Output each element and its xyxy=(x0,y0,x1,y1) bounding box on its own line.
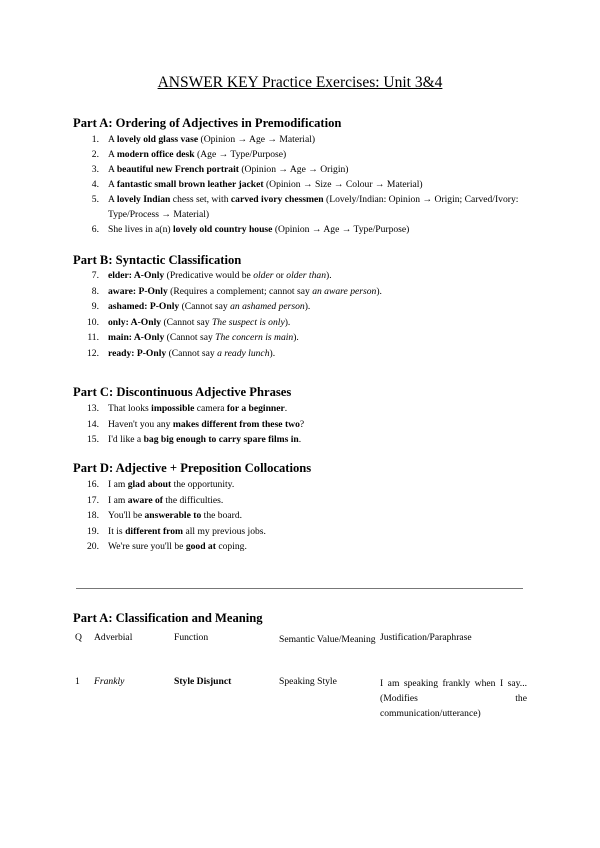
part-a-list xyxy=(73,132,553,237)
list-item: 14. Haven't you any makes different from these two? xyxy=(87,418,305,430)
page-title: ANSWER KEY Practice Exercises: Unit 3&4 xyxy=(157,74,443,91)
cell-adverbial: Frankly xyxy=(94,676,125,687)
cell-function: Style Disjunct xyxy=(174,676,232,687)
header-q: Q xyxy=(75,632,82,643)
list-item: 16. I am glad about the opportunity. xyxy=(87,479,235,490)
list-item: 13. That looks impossible camera for a beginner. xyxy=(87,403,288,414)
list-item: 5. A lovely Indian chess set, with carved ivory chessmen (Lovely/Indian: Opinion → Origin; Carved/Ivory: Type/Process → Material) xyxy=(91,194,519,220)
list-item: 3. A beautiful new French portrait (Opinion → Age → Origin) xyxy=(91,164,349,175)
list-item: 2. A modern office desk (Age → Type/Purpose) xyxy=(91,149,287,160)
list-item: 9. ashamed: P-Only (Cannot say an ashamed person). xyxy=(91,301,311,312)
classification-table xyxy=(75,632,527,721)
part-b-list xyxy=(73,268,553,361)
list-item: 4. A fantastic small brown leather jacket (Opinion → Size → Colour → Material) xyxy=(91,179,423,190)
list-item: 12. ready: P-Only (Cannot say a ready lunch). xyxy=(87,347,276,359)
list-item: 18. You'll be answerable to the board. xyxy=(87,510,243,521)
part-c-list xyxy=(73,401,553,448)
header-justification: Justification/Paraphrase xyxy=(380,632,472,643)
list-item: 1. A lovely old glass vase (Opinion → Age → Material) xyxy=(91,134,316,145)
cell-semantic: Speaking Style xyxy=(279,676,337,687)
part-a2-heading: Part A: Classification and Meaning xyxy=(73,611,263,625)
header-function: Function xyxy=(174,632,209,643)
section-divider xyxy=(76,588,523,589)
list-item: 20. We're sure you'll be good at coping. xyxy=(87,541,247,552)
list-item: 8. aware: P-Only (Requires a complement; cannot say an aware person). xyxy=(91,285,382,297)
part-d-heading: Part D: Adjective + Preposition Collocations xyxy=(73,461,312,475)
list-item: 11. main: A-Only (Cannot say The concern is main). xyxy=(87,332,299,343)
list-item: 7. elder: A-Only (Predicative would be older or older than). xyxy=(91,270,332,281)
table-row xyxy=(75,676,527,721)
part-b-heading: Part B: Syntactic Classification xyxy=(73,253,242,267)
table-header-row xyxy=(75,632,527,676)
part-d-list xyxy=(73,477,553,555)
header-semantic: Semantic Value/Meaning xyxy=(279,634,376,645)
cell-justification: I am speaking frankly when I say... (Modifies the communication/utterance) xyxy=(380,678,527,719)
part-c-heading: Part C: Discontinuous Adjective Phrases xyxy=(73,385,292,399)
list-item: 10. only: A-Only (Cannot say The suspect is only). xyxy=(87,316,291,328)
list-item: 6. She lives in a(n) lovely old country house (Opinion → Age → Type/Purpose) xyxy=(91,224,410,235)
cell-q: 1 xyxy=(75,676,80,687)
list-item: 19. It is different from all my previous jobs. xyxy=(87,525,266,537)
list-item: 15. I'd like a bag big enough to carry spare films in. xyxy=(87,434,302,445)
part-a-heading: Part A: Ordering of Adjectives in Premodification xyxy=(73,116,342,130)
header-adverbial: Adverbial xyxy=(94,632,133,643)
list-item: 17. I am aware of the difficulties. xyxy=(87,494,224,506)
